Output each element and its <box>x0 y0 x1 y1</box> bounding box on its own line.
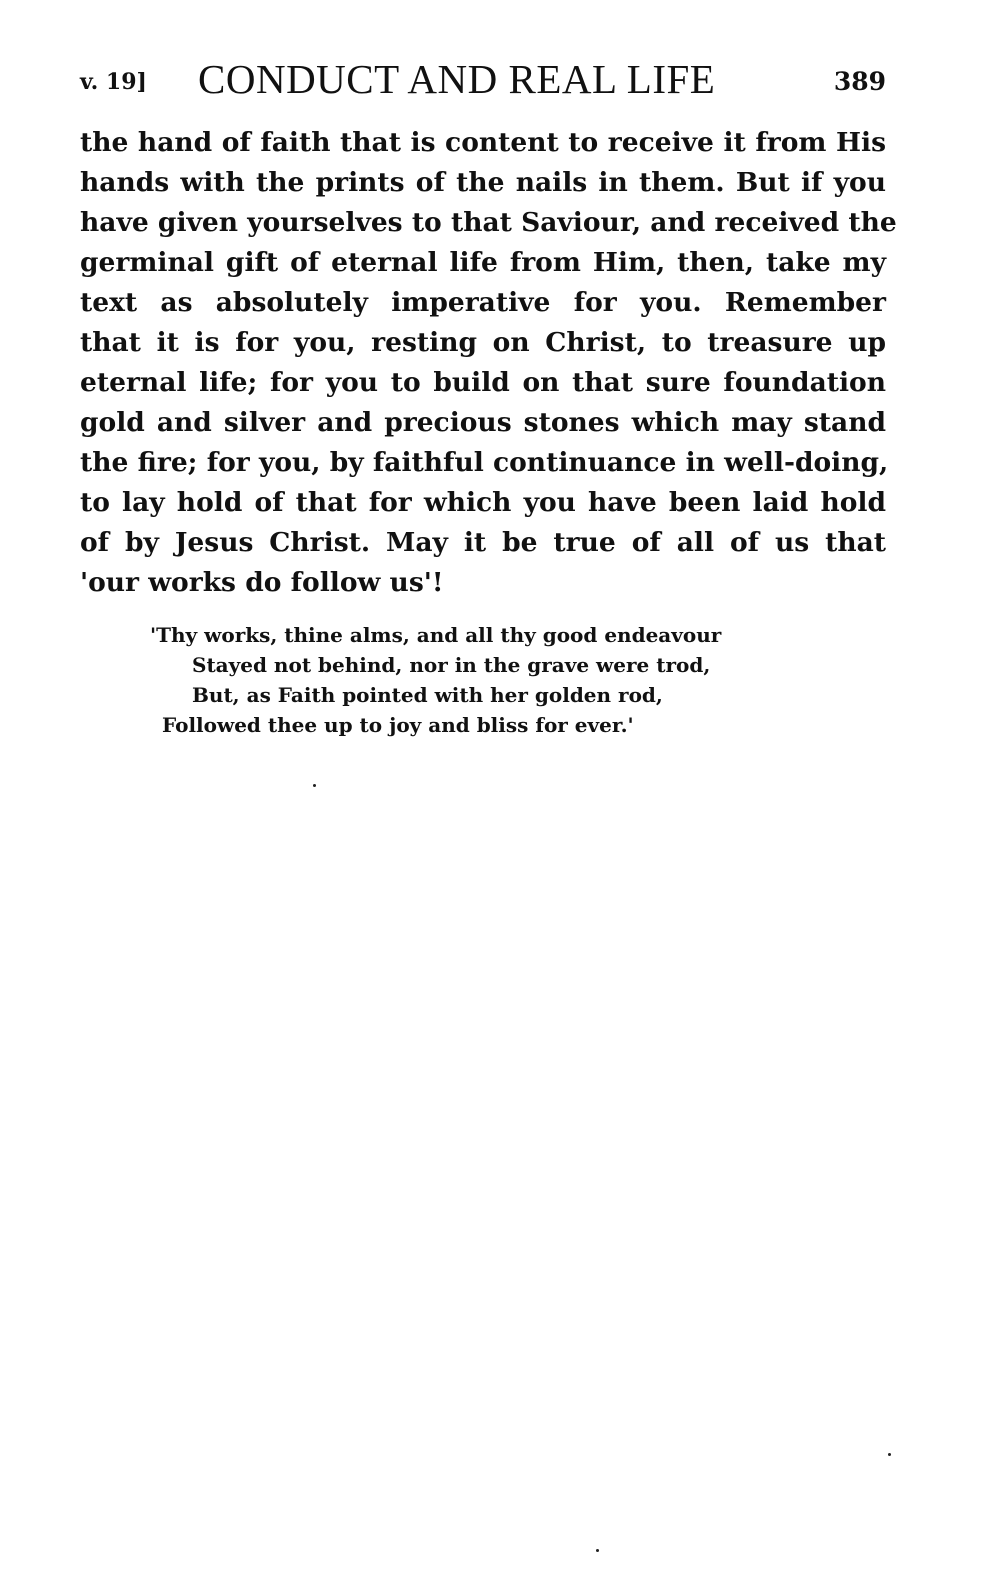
body-line: that it is for you, resting on Christ, to treasure up <box>80 327 886 358</box>
body-paragraph <box>80 123 897 603</box>
body-line: have given yourselves to that Saviour, and received the <box>80 207 897 238</box>
verse-line: Followed thee up to joy and bliss for ever.' <box>162 713 634 737</box>
verse-line: 'Thy works, thine alms, and all thy good endeavour <box>150 623 722 647</box>
verse-line: Stayed not behind, nor in the grave were trod, <box>192 653 711 677</box>
body-line: eternal life; for you to build on that sure foundation <box>80 367 886 398</box>
body-line: text as absolutely imperative for you. Remember <box>80 287 886 318</box>
body-line: to lay hold of that for which you have been laid hold <box>80 487 886 518</box>
verse-quotation <box>150 620 850 740</box>
body-line: the fire; for you, by faithful continuance in well-doing, <box>80 447 889 478</box>
print-speck <box>596 1549 599 1552</box>
body-line: gold and silver and precious stones which may stand <box>80 407 886 438</box>
running-head <box>80 55 886 107</box>
body-line: germinal gift of eternal life from Him, then, take my <box>80 247 886 278</box>
print-speck <box>888 1453 891 1456</box>
verse-line: But, as Faith pointed with her golden rod, <box>192 683 663 707</box>
print-speck <box>313 784 316 787</box>
body-line: 'our works do follow us'! <box>80 567 444 598</box>
chapter-verse-reference: v. 19] <box>80 69 147 95</box>
running-title: CONDUCT AND REAL LIFE <box>198 56 716 102</box>
body-line: hands with the prints of the nails in them. But if you <box>80 167 886 198</box>
body-line: the hand of faith that is content to receive it from His <box>80 127 886 158</box>
body-line: of by Jesus Christ. May it be true of all of us that <box>80 527 886 558</box>
page-number: 389 <box>833 67 886 96</box>
